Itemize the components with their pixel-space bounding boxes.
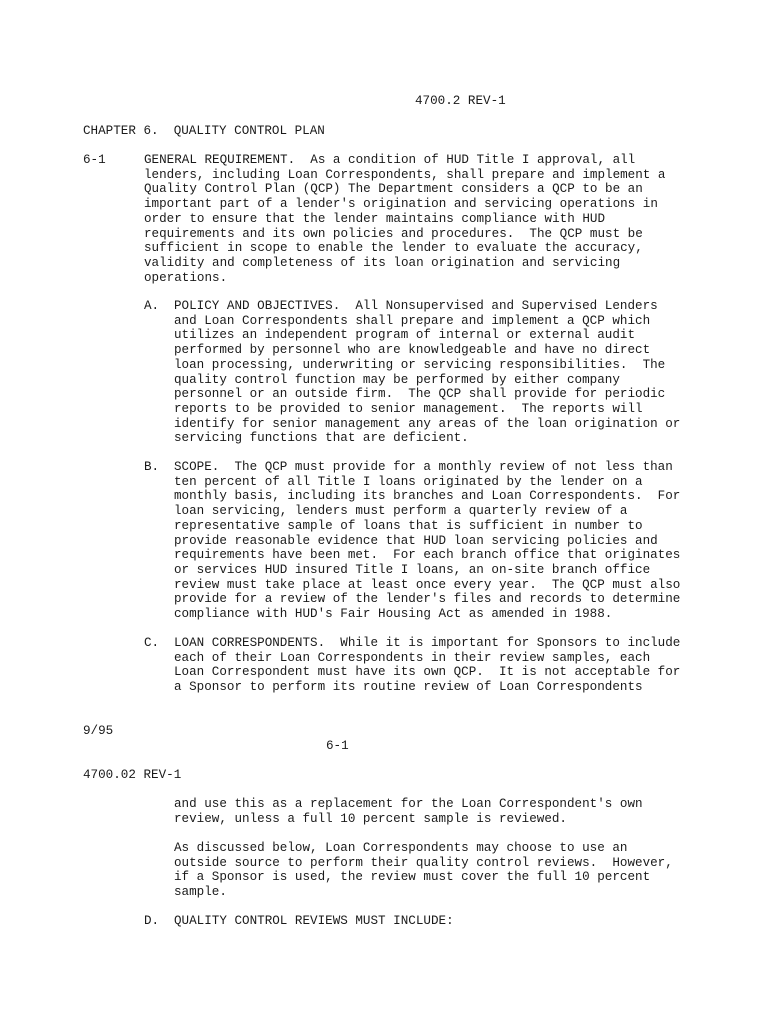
page-header: 4700.02 REV-1 [83, 768, 182, 782]
item-a-label: A. [144, 299, 160, 313]
item-c-loan-correspondents: LOAN CORRESPONDENTS. While it is important for Sponsors to include each of their Loan Correspondents in their review samples, each Loan Correspondent must have its own QCP. It is not acceptable for a Sponsor to perform its routine review of Loan Correspondents [174, 636, 681, 695]
paragraph-outside-source: As discussed below, Loan Correspondents may choose to use an outside source to perform their quality control reviews. However, if a Sponsor is used, the review must cover the full 10 percent sample. [174, 841, 673, 900]
page-header: 4700.2 REV-1 [415, 94, 506, 108]
section-number: 6-1 [83, 153, 106, 167]
footer-date: 9/95 [83, 724, 114, 738]
chapter-title: CHAPTER 6. QUALITY CONTROL PLAN [83, 124, 325, 138]
item-c-label: C. [144, 636, 160, 650]
footer-page-number: 6-1 [326, 739, 349, 753]
item-b-scope: SCOPE. The QCP must provide for a monthly review of not less than ten percent of all Title I loans originated by the lender on a monthly basis, including its branches and Loan Correspondents. For loan servicing, lenders must perform a quarterly review of a representative sample of loans that is sufficient in number to provide reasonable evidence that HUD loan servicing policies and requirements have been met. For each branch office that originates or services HUD insured Title I loans, an on-site branch office review must take place at least once every year. The QCP must also provide for a review of the lender's files and records to determine compliance with HUD's Fair Housing Act as amended in 1988. [174, 460, 681, 622]
continued-paragraph: and use this as a replacement for the Loan Correspondent's own review, unless a full 10 percent sample is reviewed. [174, 797, 643, 826]
item-a-policy-objectives: POLICY AND OBJECTIVES. All Nonsupervised and Supervised Lenders and Loan Correspondents shall prepare and implement a QCP which utilizes an independent program of internal or external audit performed by personnel who are knowledgeable and have no direct loan processing, underwriting or servicing responsibilities. The quality control function may be performed by either company personnel or an outside firm. The QCP shall provide for periodic reports to be provided to senior management. The reports will identify for senior management any areas of the loan origination or servicing functions that are deficient. [174, 299, 681, 446]
item-b-label: B. [144, 460, 160, 474]
item-d-quality-control-reviews: QUALITY CONTROL REVIEWS MUST INCLUDE: [174, 914, 454, 928]
item-d-label: D. [144, 914, 160, 928]
section-general-requirement: GENERAL REQUIREMENT. As a condition of HUD Title I approval, all lenders, including Loan Correspondents, shall prepare and implement a Quality Control Plan (QCP) The Department considers a QCP to be an important part of a lender's origination and servicing operations in order to ensure that the lender maintains compliance with HUD requirements and its own policies and procedures. The QCP must be sufficient in scope to enable the lender to evaluate the accuracy, validity and completeness of its loan origination and servicing operations. [144, 153, 666, 285]
